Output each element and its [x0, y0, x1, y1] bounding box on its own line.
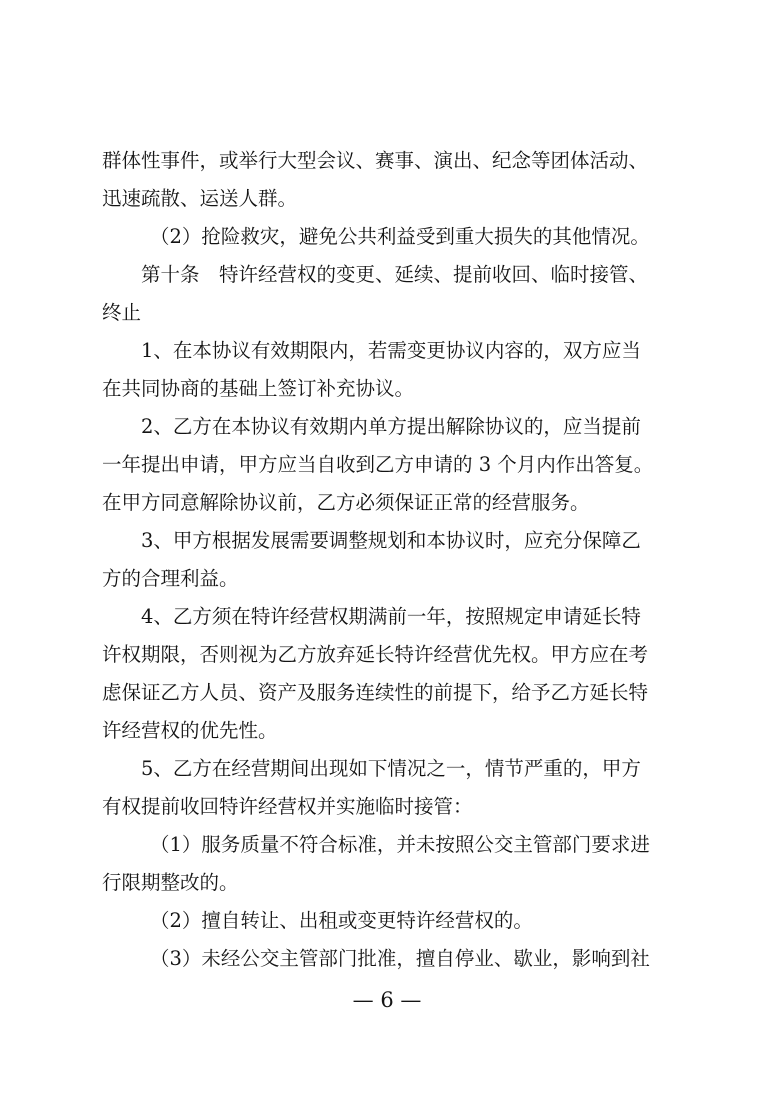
clause-1 [102, 332, 672, 408]
clause-5-item-2 [102, 902, 672, 940]
text-line: 5、乙方在经营期间出现如下情况之一，情节严重的，甲方 [141, 757, 641, 780]
paragraph-item-rescue [102, 218, 672, 256]
text-line: 第十条 特许经营权的变更、延续、提前收回、临时接管、 [141, 263, 649, 286]
text-line: 虑保证乙方人员、资产及服务连续性的前提下，给予乙方延长特 [102, 681, 649, 704]
clause-5 [102, 750, 672, 826]
text-line: （2）擅自转让、出租或变更特许经营权的。 [150, 909, 533, 932]
text-line: 2、乙方在本协议有效期内单方提出解除协议的，应当提前 [141, 415, 641, 438]
clause-5-item-1 [102, 826, 672, 902]
text-line: 在甲方同意解除协议前，乙方必须保证正常的经营服务。 [102, 491, 590, 514]
text-line: 3、甲方根据发展需要调整规划和本协议时，应充分保障乙 [141, 529, 641, 552]
text-line: 终止 [102, 301, 142, 324]
clause-4 [102, 598, 672, 750]
clause-2 [102, 408, 672, 522]
text-line: 有权提前收回特许经营权并实施临时接管： [102, 795, 473, 818]
article-ten-heading [102, 256, 672, 332]
text-line: 一年提出申请，甲方应当自收到乙方申请的 3 个月内作出答复。 [102, 453, 654, 476]
clause-3 [102, 522, 672, 598]
document-body [102, 142, 672, 978]
page-number: — 6 — [352, 988, 422, 1012]
clause-5-item-3 [102, 940, 672, 978]
text-line: （1）服务质量不符合标准，并未按照公交主管部门要求进 [150, 833, 650, 856]
text-line: （3）未经公交主管部门批准，擅自停业、歇业，影响到社 [150, 947, 650, 970]
text-line: 迅速疏散、运送人群。 [102, 187, 298, 210]
text-line: 方的合理利益。 [102, 567, 239, 590]
text-line: 行限期整改的。 [102, 871, 239, 894]
text-line: 在共同协商的基础上签订补充协议。 [102, 377, 415, 400]
text-line: 群体性事件，或举行大型会议、赛事、演出、纪念等团体活动、 [102, 149, 649, 172]
text-line: 4、乙方须在特许经营权期满前一年，按照规定申请延长特 [141, 605, 641, 628]
text-line: 许经营权的优先性。 [102, 719, 278, 742]
paragraph-continuation [102, 142, 672, 218]
text-line: （2）抢险救灾，避免公共利益受到重大损失的其他情况。 [150, 225, 650, 248]
text-line: 许权期限，否则视为乙方放弃延长特许经营优先权。甲方应在考 [102, 643, 649, 666]
text-line: 1、在本协议有效期限内，若需变更协议内容的，双方应当 [141, 339, 641, 362]
